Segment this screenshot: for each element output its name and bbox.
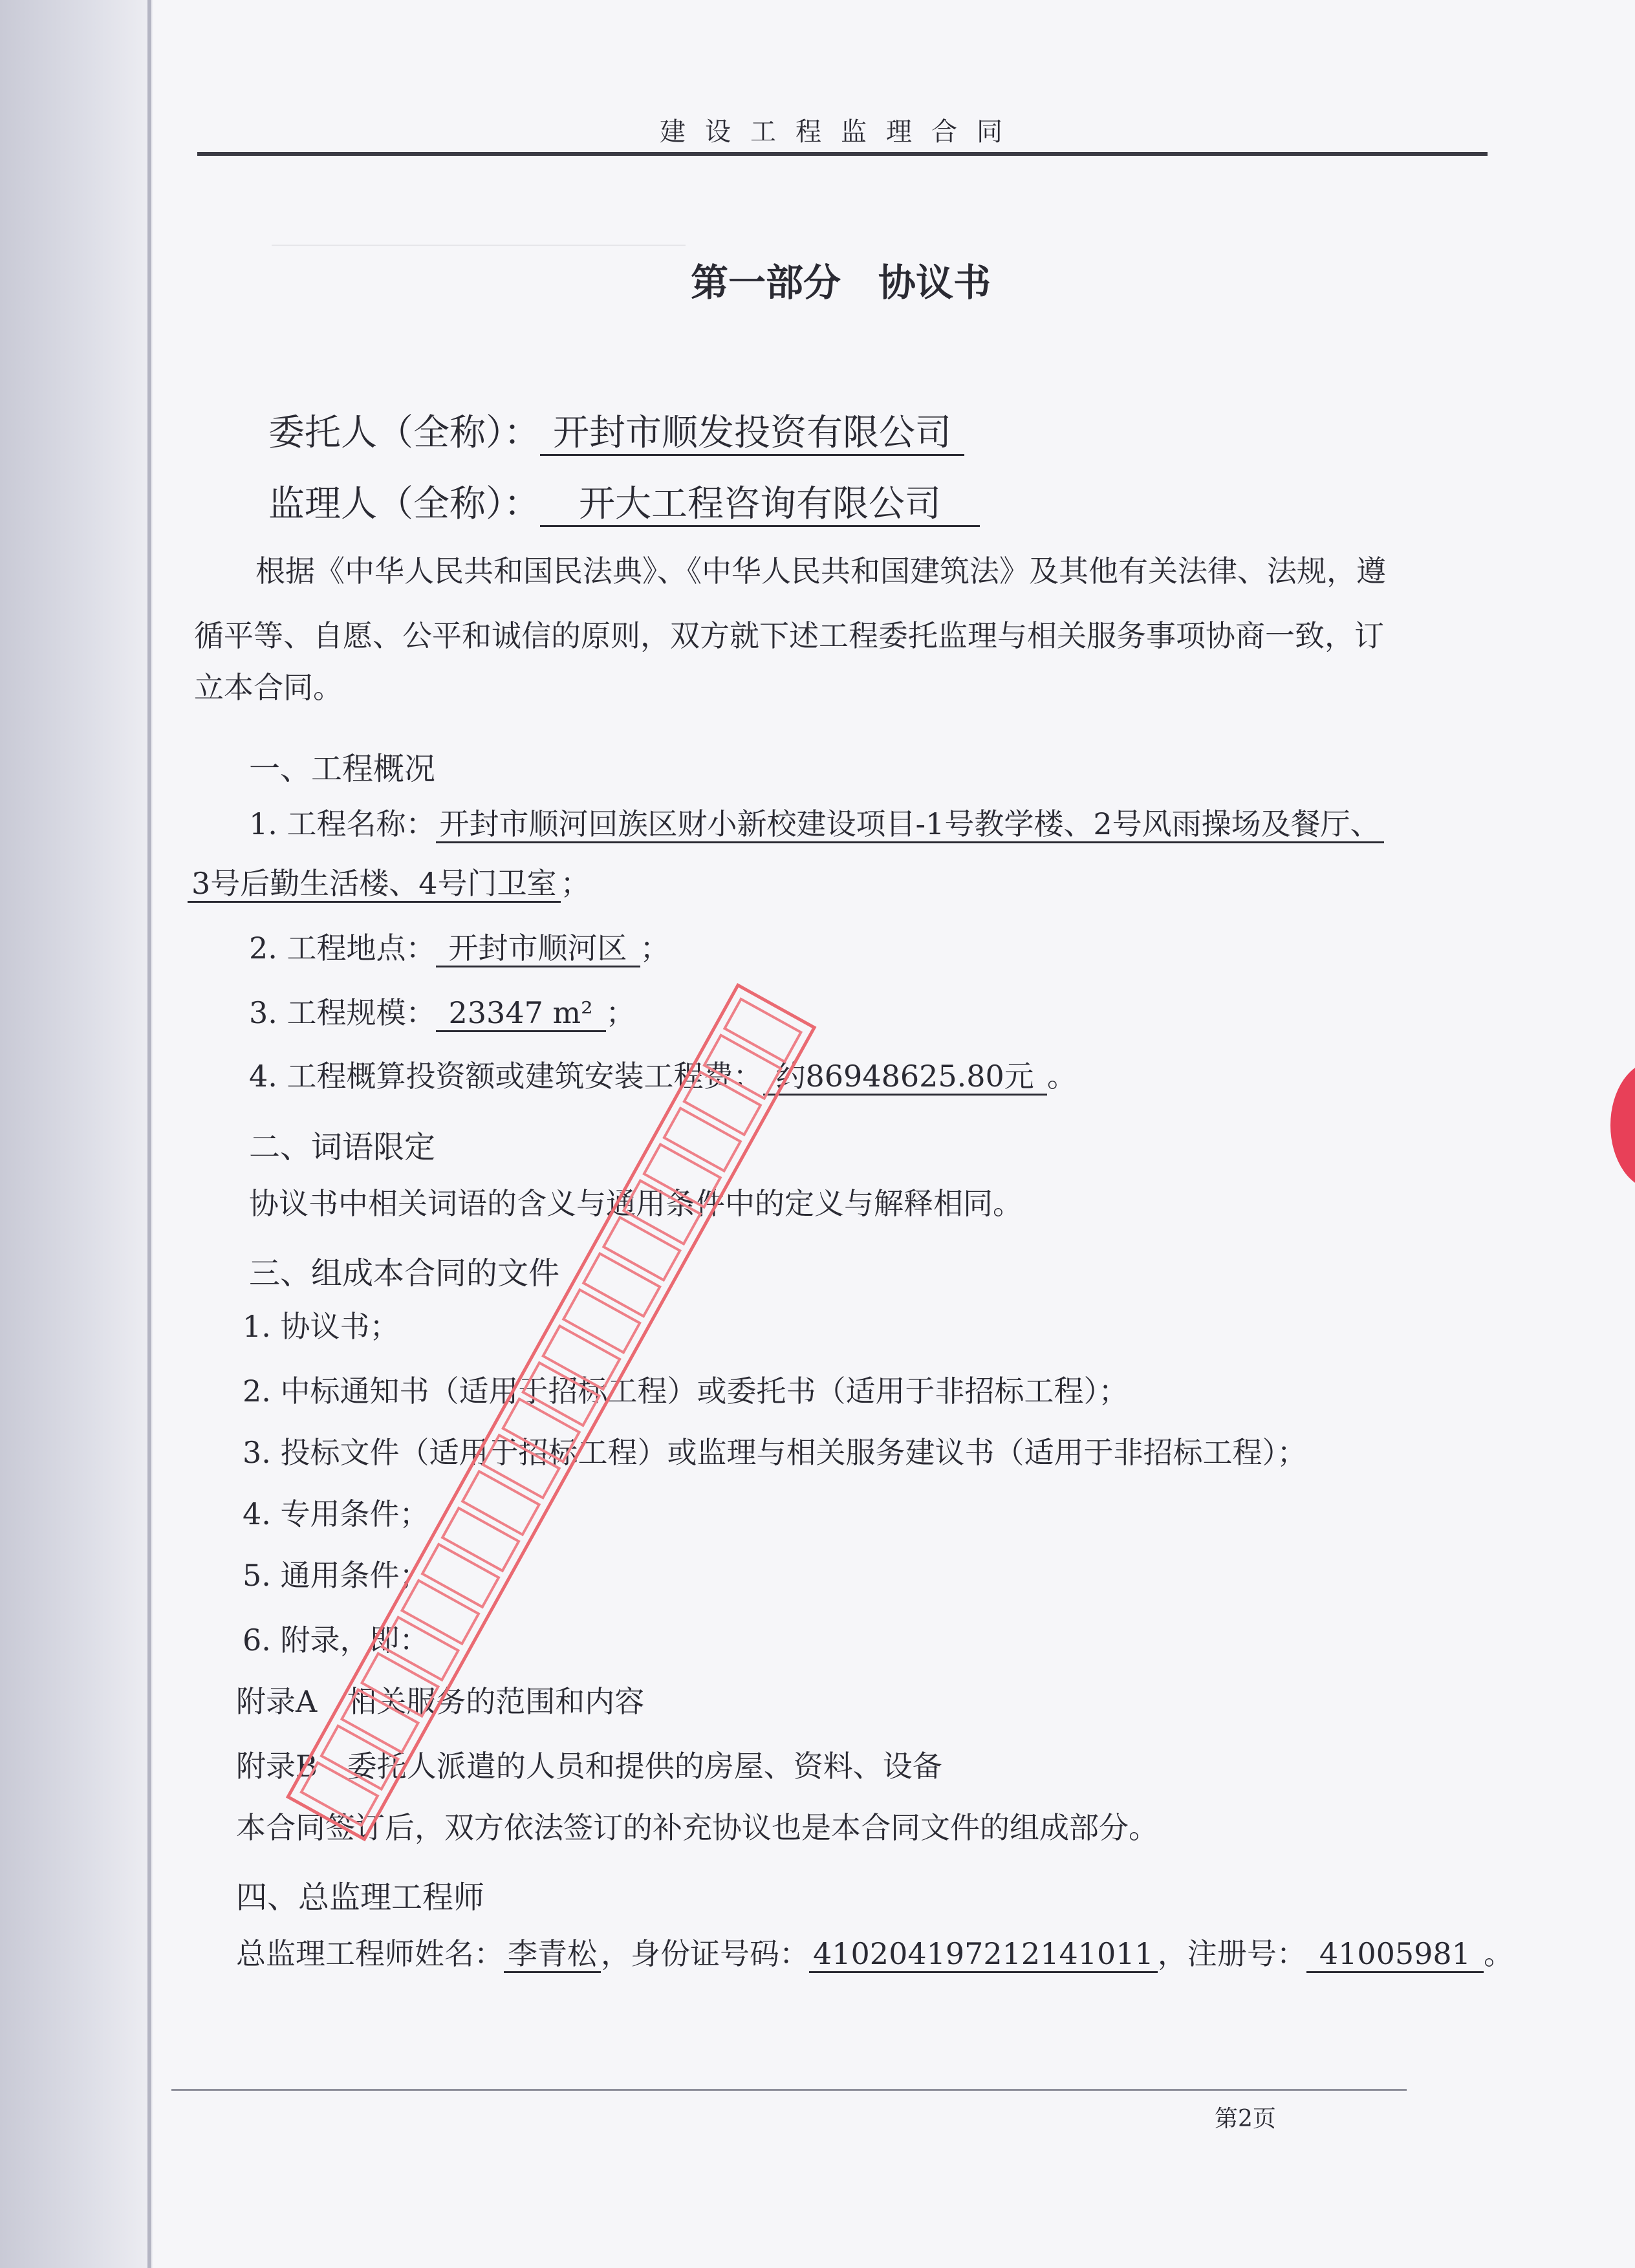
footer-rule bbox=[171, 2089, 1407, 2091]
project-name-value-b: 3号后勤生活楼、4号门卫室 bbox=[188, 866, 561, 903]
project-scale-value: 23347 m² bbox=[436, 995, 606, 1032]
supervisor-label: 监理人（全称）： bbox=[268, 483, 540, 525]
client-label: 委托人（全称）： bbox=[268, 412, 540, 454]
project-name-line-2 bbox=[188, 860, 590, 903]
binding-shadow bbox=[0, 0, 155, 2268]
id-number-value: 410204197212141011 bbox=[809, 1936, 1158, 1973]
project-scale-end: ； bbox=[605, 995, 636, 1030]
part-title: 第一部分 协议书 bbox=[690, 261, 991, 305]
project-cost-label: 4. 工程概算投资额或建筑安装工程费： bbox=[249, 1059, 763, 1094]
project-cost-line bbox=[249, 1053, 1077, 1096]
chief-engineer-name-label: 总监理工程师姓名： bbox=[236, 1936, 504, 1971]
appendix-b: 附录B 委托人派遣的人员和提供的房屋、资料、设备 bbox=[236, 1749, 942, 1784]
section-heading-4: 四、总监理工程师 bbox=[236, 1879, 485, 1916]
project-name-value-a: 开封市顺河回族区财小新校建设项目-1号教学楼、2号风雨操场及餐厅、 bbox=[436, 806, 1384, 843]
header-rule bbox=[197, 152, 1488, 156]
project-name-line bbox=[249, 801, 1384, 843]
intro-line-2: 循平等、自愿、公平和诚信的原则，双方就下述工程委托监理与相关服务事项协商一致，订 bbox=[194, 618, 1384, 653]
chief-engineer-end: 。 bbox=[1483, 1936, 1513, 1971]
document-item-1: 1. 协议书； bbox=[243, 1309, 400, 1344]
project-location-label: 2. 工程地点： bbox=[249, 931, 436, 966]
document-item-2: 2. 中标通知书（适用于招标工程）或委托书（适用于非招标工程）； bbox=[243, 1374, 1129, 1409]
chief-engineer-name: 李青松 bbox=[504, 1936, 601, 1973]
documents-closing: 本合同签订后，双方依法签订的补充协议也是本合同文件的组成部分。 bbox=[236, 1810, 1158, 1845]
project-scale-label: 3. 工程规模： bbox=[249, 995, 436, 1030]
intro-line-1: 根据《中华人民共和国民法典》、《中华人民共和国建筑法》及其他有关法律、法规，遵 bbox=[255, 554, 1386, 589]
document-item-4: 4. 专用条件； bbox=[243, 1496, 429, 1531]
project-location-line bbox=[249, 925, 670, 967]
id-number-label: ，身份证号码： bbox=[601, 1936, 809, 1971]
project-cost-end: 。 bbox=[1046, 1059, 1077, 1094]
supervisor-name: 开大工程咨询有限公司 bbox=[540, 483, 980, 527]
registration-value: 41005981 bbox=[1306, 1936, 1484, 1973]
project-scale-line bbox=[249, 989, 636, 1032]
section-heading-1: 一、工程概况 bbox=[249, 751, 436, 787]
document-item-6: 6. 附录，即： bbox=[243, 1623, 429, 1658]
project-location-end: ； bbox=[640, 931, 670, 966]
project-name-label: 1. 工程名称： bbox=[249, 806, 436, 841]
section-heading-3: 三、组成本合同的文件 bbox=[249, 1255, 560, 1291]
client-line bbox=[268, 404, 964, 456]
page-number: 第2页 bbox=[1215, 2106, 1276, 2132]
project-name-end: ； bbox=[560, 866, 590, 901]
chief-engineer-line bbox=[236, 1930, 1513, 1973]
intro-line-3: 立本合同。 bbox=[194, 670, 343, 705]
section-heading-2: 二、词语限定 bbox=[249, 1129, 436, 1165]
definitions-text: 协议书中相关词语的含义与通用条件中的定义与解释相同。 bbox=[249, 1186, 1023, 1221]
supervisor-line bbox=[268, 475, 980, 527]
running-header: 建设工程监理合同 bbox=[660, 117, 1022, 147]
document-item-3: 3. 投标文件（适用于招标工程）或监理与相关服务建议书（适用于非招标工程）； bbox=[243, 1435, 1307, 1470]
project-cost-value: 约86948625.80元 bbox=[763, 1059, 1047, 1096]
bleed-through-text: ＿＿＿＿＿＿＿＿＿＿＿＿＿＿＿＿ bbox=[272, 219, 686, 249]
document-item-5: 5. 通用条件； bbox=[243, 1558, 429, 1593]
appendix-a: 附录A 相关服务的范围和内容 bbox=[236, 1684, 645, 1719]
client-name: 开封市顺发投资有限公司 bbox=[540, 412, 964, 456]
binding-edge bbox=[147, 0, 151, 2268]
registration-label: ，注册号： bbox=[1157, 1936, 1306, 1971]
project-location-value: 开封市顺河区 bbox=[436, 931, 640, 967]
